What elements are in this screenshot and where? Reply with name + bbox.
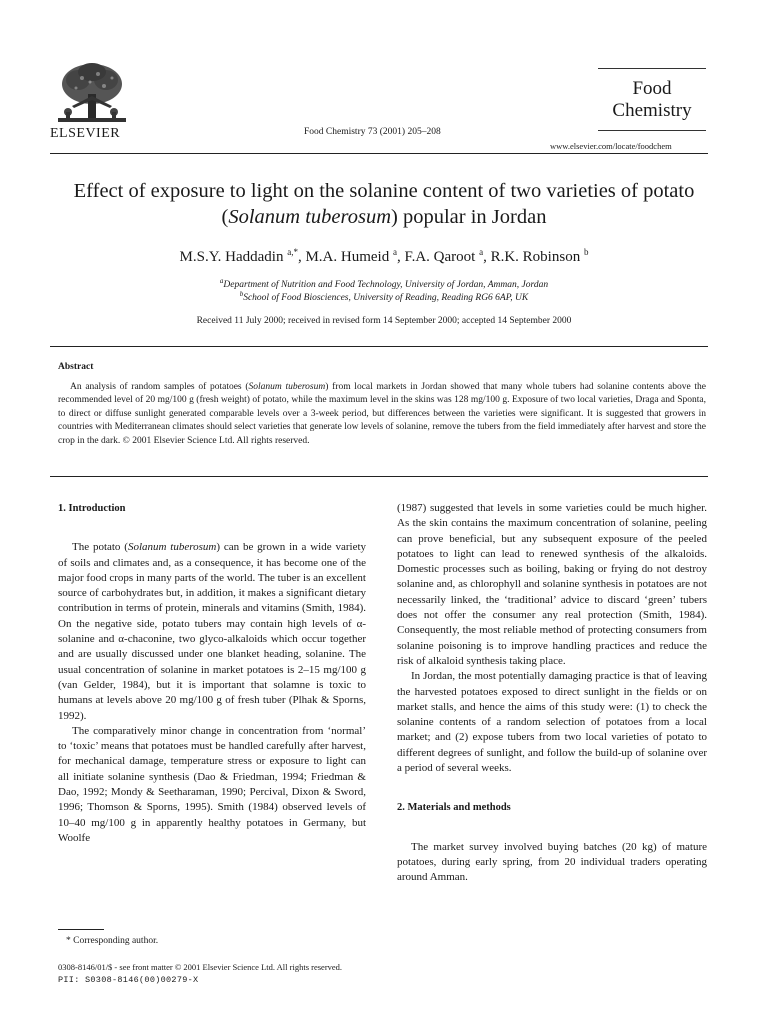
abstract-rule-top: [50, 346, 708, 347]
abstract-text: An analysis of random samples of potatoes (Solanum tuberosum) from local markets in Jordan showed that many whole tubers had solanine contents above the recommended level of 20 mg/100 g (fresh weight) of potato, while the maximum level in the skins was 128 mg/100 g. Exposure of two local varieties, Draga and Sponta, to direct or diffuse sunlight generated comparable levels over a 3-week period, but differences between the varieties were significant. It is suggested that growers in countries with Mediterranean climates should select varieties that generate low levels of solanine, remove the tubers from the field immediately after harvest and store the crop in the dark. © 2001 Elsevier Science Ltd. All rights reserved.: [58, 382, 707, 446]
author[interactable]: M.S.Y. Haddadin: [179, 249, 284, 265]
abstract-rule-bottom: [50, 476, 708, 477]
paragraph-2: The comparatively minor change in concentration from ‘normal’ to ‘toxic’ means that potatoes must be handled carefully after harvest, for mechanical damage, temperature stress or exposure to light can all initiate solanine synthesis (Dao & Friedman, 1994; Friedman & Dao, 1992; Mondy & Seetharaman, 1990; Percival, Dixon & Sword, 1996; Thomson & Sporns, 1995). Smith (1984) observed levels of 10–40 mg/100 g in apparently healthy potatoes in Germany, but Woolfe: [58, 724, 366, 844]
author-list: M.S.Y. Haddadin $^{a,*}$, M.A. Humeid $^a$, F.A. Qaroot $^a$, R.K. Robinson $^b$: [179, 247, 589, 265]
abstract-heading: Abstract: [58, 362, 94, 372]
journal-citation: Food Chemistry 73 (2001) 205–208: [304, 127, 441, 137]
paragraph-1: The potato (Solanum tuberosum) can be grown in a wide variety of soils and climates and, as a consequence, it has become one of the major food crops in many parts of the world. The tuber is an excellent source of carbohydrates but, in addition, it makes a significant dietary contribution in terms of protein, minerals and vitamins (Smith, 1984). On the negative side, potato tubers may contain high levels of α-solanine and α-chaconine, two glyco-alkaloids which occur together and are usually discussed under one blanket heading, solanine. The usual concentration of solanine in market potatoes is 2–15 mg/100 g (van Gelder, 1984), but it is important that solamne is toxic to humans at levels above 20 mg/100 g of fresh tuber (Plhak & Sporns, 1992).: [58, 541, 367, 722]
corresponding-author-footnote: * Corresponding author.: [66, 936, 159, 946]
journal-title-rule-top: [598, 68, 706, 69]
publisher-name: ELSEVIER: [50, 126, 121, 141]
paragraph-4: In Jordan, the most potentially damaging practice is that of leaving the harvested potatoes exposed to direct sunlight in the fields or on market stalls, and hence the aims of this study were: (1) to check the solanine contents of a random selection of potatoes from a local market; and (2) expose tubers from two local varieties of potato to different degrees of sunlight, and follow the build-up of solanine over a period of several weeks.: [397, 670, 707, 775]
paragraph-3: (1987) suggested that levels in some varieties could be much higher. As the skin contains the maximum concentration of solanine, peeling can prove beneficial, but any subsequent exposure of the peeled potatoes to light can lead to renewed synthesis of the alkaloids. Domestic processes such as boiling, baking or frying do not destroy solanine and, as chlorophyll and solanine synthesis in potatoes are not necessarily linked, the ‘traditional’ advice to discard ‘green’ tubers does not offer the consumer any real protection (Smith, 1984). Consequently, the most reliable method of protecting consumers from solanine poisoning is to improve handling practices and reduce the risk of alkaloid synthesis taking place.: [397, 502, 707, 667]
journal-url-link[interactable]: www.elsevier.com/locate/foodchem: [550, 141, 672, 151]
article-title: Effect of exposure to light on the solanine content of two varieties of potato (Solanum tuberosum) popular in Jordan: [73, 180, 695, 228]
title-species: Solanum tuberosum: [228, 206, 392, 228]
author[interactable]: F.A. Qaroot: [404, 249, 476, 265]
author[interactable]: M.A. Humeid: [305, 249, 390, 265]
journal-title-rule-bottom: [598, 130, 706, 131]
body-column-right: [397, 501, 707, 886]
affiliation-b: $^b$School of Food Biosciences, University of Reading, Reading RG6 6AP, UK: [239, 290, 529, 304]
journal-title-line-1: Food: [632, 78, 672, 99]
journal-title-line-2: Chemistry: [612, 100, 692, 121]
footnote-rule: [58, 929, 104, 930]
header-divider: [50, 153, 708, 154]
section-heading-methods: 2. Materials and methods: [397, 802, 511, 814]
author[interactable]: R.K. Robinson: [490, 249, 581, 265]
paragraph-5: The market survey involved buying batches (20 kg) of mature potatoes, during early spring, from 20 individual traders operating around Amman.: [397, 840, 707, 884]
issn-line: 0308-8146/01/$ - see front matter © 2001 Elsevier Science Ltd. All rights reserved.: [58, 962, 343, 972]
body-column-left: [58, 501, 366, 846]
pii-line: PII: S0308-8146(00)00279-X: [58, 975, 199, 985]
elsevier-tree-logo: [52, 60, 132, 130]
received-dates: Received 11 July 2000; received in revised form 14 September 2000; accepted 14 September 2000: [196, 316, 572, 326]
affiliation-a: $^a$Department of Nutrition and Food Technology, University of Jordan, Amman, Jordan: [219, 277, 549, 291]
section-heading-introduction: 1. Introduction: [58, 503, 126, 514]
